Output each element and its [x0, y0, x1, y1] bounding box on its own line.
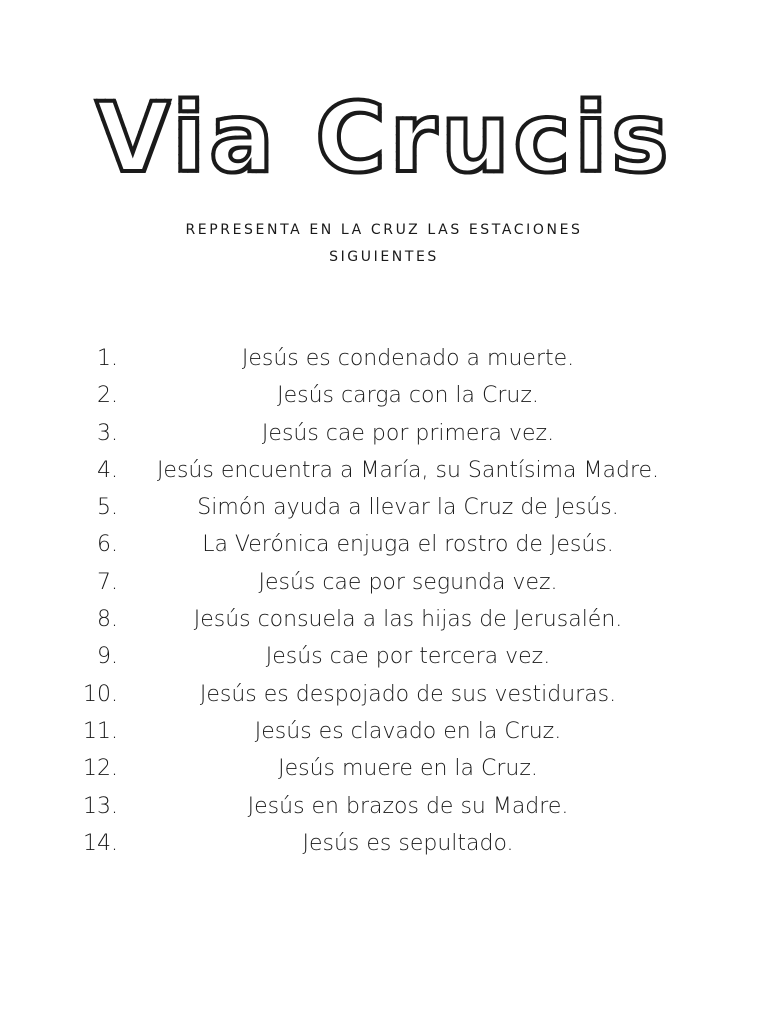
station-number: 13. — [83, 793, 118, 819]
station-text: Jesús es sepultado. — [302, 830, 514, 856]
station-item — [0, 452, 768, 489]
station-text: Jesús en brazos de su Madre. — [247, 793, 569, 819]
station-text: La Verónica enjuga el rostro de Jesús. — [202, 532, 614, 558]
station-number: 2. — [97, 383, 118, 409]
station-text: Jesús cae por tercera vez. — [265, 644, 551, 670]
station-item — [0, 415, 768, 452]
station-text: Jesús es clavado en la Cruz. — [254, 718, 562, 744]
station-item — [0, 377, 768, 414]
station-item — [0, 676, 768, 713]
station-number: 11. — [83, 718, 118, 744]
station-text: Jesús carga con la Cruz. — [277, 383, 539, 409]
station-number: 12. — [83, 756, 118, 782]
station-text: Jesús consuela a las hijas de Jerusalén. — [193, 607, 623, 633]
station-item — [0, 601, 768, 638]
station-number: 1. — [97, 346, 118, 371]
station-text: Jesús encuentra a María, su Santísima Madre. — [156, 457, 660, 483]
page-title: Via Crucis — [0, 78, 768, 198]
station-item — [0, 638, 768, 675]
station-text: Jesús cae por primera vez. — [261, 420, 555, 446]
station-text: Jesús es despojado de sus vestiduras. — [199, 681, 617, 707]
station-item — [0, 788, 768, 825]
station-text: Simón ayuda a llevar la Cruz de Jesús. — [197, 495, 619, 521]
station-item — [0, 526, 768, 563]
station-text: Jesús muere en la Cruz. — [278, 756, 538, 782]
page-subtitle: REPRESENTA EN LA CRUZ LAS ESTACIONES SIGUIENTES — [185, 222, 583, 265]
station-number: 3. — [97, 420, 118, 446]
station-text: Jesús cae por segunda vez. — [258, 569, 558, 595]
station-number: 6. — [97, 532, 118, 558]
station-item — [0, 713, 768, 750]
station-number: 10. — [83, 681, 118, 707]
station-text: Jesús es condenado a muerte. — [241, 346, 575, 371]
station-item — [0, 340, 768, 377]
station-number: 4. — [97, 457, 118, 483]
station-number: 9. — [97, 644, 118, 670]
stations-list — [0, 340, 768, 862]
station-item — [0, 825, 768, 862]
station-item — [0, 564, 768, 601]
station-item — [0, 489, 768, 526]
station-number: 7. — [97, 569, 118, 595]
station-number: 14. — [83, 830, 118, 856]
station-number: 8. — [97, 607, 118, 633]
station-item — [0, 750, 768, 787]
station-number: 5. — [97, 495, 118, 521]
